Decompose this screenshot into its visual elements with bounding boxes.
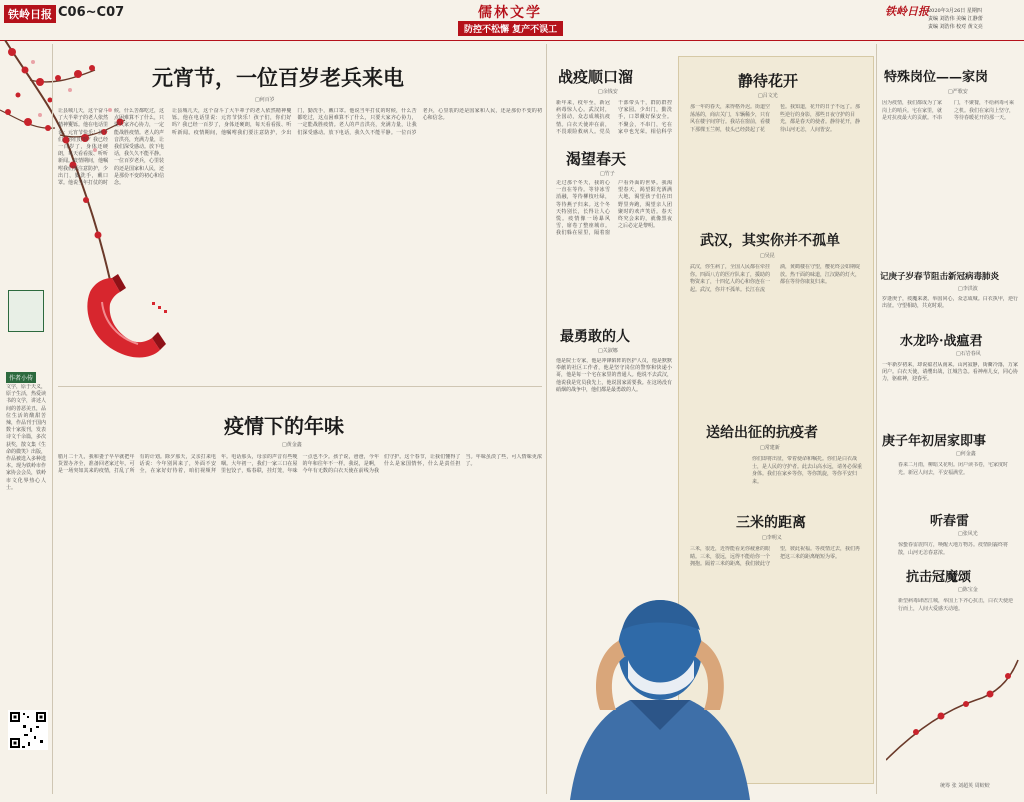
article-body-tinglei: 惊蛰春雷震四方，唤醒大地万物苏。疫情阴霾终将散，山河无恙春意浓。 [898,542,1009,556]
article-title-zhanyi: 战疫顺口溜 [558,68,634,86]
banner-title: 儒林文学 [478,5,542,21]
paper-logo: 铁岭日报 [4,5,56,23]
proof-line: 责编 刘浩伟 校对 黄文亮 [928,24,983,30]
byline-kangyi: □常建新 [760,445,780,451]
footer-editors: 统筹 张 刘超英 周蛟蛟 [940,783,990,789]
byline-sanmi: □李明义 [762,535,782,541]
section-label: C06~C07 [58,5,125,20]
article-title-sanmi: 三米的距离 [736,515,806,531]
article-title-kangyi: 送给出征的抗疫者 [706,425,818,441]
byline-zhanyi: □余钱安 [598,89,618,95]
article-title-yuanxiao: 元宵节，一位百岁老兵来电 [152,65,404,90]
article-title-nianwei: 疫情下的年味 [224,414,344,438]
article-body-huakai: 那一年的春天，来得格外迟。街道空荡荡的，商店关门，车辆稀少，只有风在楼宇间穿行。我站在窗前，看楼下那棵玉兰树，枝头已经鼓起了花苞。我知道，花开的日子不远了。那些逆行的身影，那些日夜守护的目光，都是春天的使者。静待花开，静待山河无恙，人间皆安。 [690,104,861,133]
article-title-yonggan: 最勇敢的人 [560,329,630,345]
article-body-yonggan: 他是院士专家，他是冲锋陷阵的医护人员，他是默默奉献的社区工作者，他是坚守岗位的警察和快递小哥，他是每一个宅在家里的普通人。他说不去武汉，他说我是党员我先上，他说国家需要我。在这场没有硝烟的战争中，他们都是最勇敢的人。 [556,358,672,393]
date-line: 2020年3月26日 星期四 [928,8,982,14]
article-body-zhanyi: 新年来，疫年至，新冠病毒惊人心。武汉封，全国动，众志成城抗疫情。白衣天使冲在前，不畏艰险救病人。党员干部带头干，群防群控守家园。少出门，勤洗手，口罩戴好保安全。不聚会，不串门，宅在家中也光荣。相信科学 [556,100,672,135]
editors-line: 责编 刘浩伟 美编 江静蕾 [928,16,983,22]
article-title-jujia: 庚子年初居家即事 [882,434,987,449]
article-body-kangyisong: 新型病毒肆虐江城，举国上下齐心抗击，白衣天使逆行而上，人间大爱感天动地。 [898,598,1014,612]
article-body-yuanxiao-left: 让县城几天，这个奋斗了大半辈子的老人依然精神矍铄。他在电话里说：元宵节快乐！孩子们，你们好吗？我已经一百岁了，身体还硬朗，每天看看报、听听新闻。疫情期间，他嘱咐我们要注意防护，少出门，勤洗手，戴口罩。他说当年打仗的时候，什么苦都吃过，这点困难算不了什么，只要大家齐心协力，一定能战胜疫情。老人的声音洪亮，充满力量，让我们深受感动。放下电话，我久久不能平静。一位百岁老兵，心里装的还是国家和人民，还是那份不变的初心和信念。 [58,108,164,187]
header-bar [0,0,1024,41]
column-logo [8,290,44,332]
author-bio: 文学，原于天义，原子生活，热爱读书的文学，讲述人间的善恶美丑，品位生活的酸甜苦辣，作品刊于国内数十家报刊，发表诗文千余篇，多次获奖，散文集《生命的微笑》出版，作品被选入多种选本。现为铁岭市作家协会会员，铁岭市文化界热心人士。 [6,384,46,491]
article-body-wuhan: 武汉，你生病了，全国人民都在牵挂你。四面八方的医疗队来了，援助的物资来了，十四亿人的心和你连在一起。武汉，你并不孤单。长江在流淌，黄鹤楼在守望，樱花终会如期绽放。热干面的味道，江汉路的灯火，都在等待你康复归来。 [690,264,861,293]
banner-subtitle: 防控不松懈 复产不误工 [458,21,563,36]
byline-gangwei: □严歌安 [948,89,968,95]
article-body-kangyi: 你们即将出征，带着使命和嘱托。你们是白衣战士，是人民的守护者。此去山高水远，请务必保重身体。我们在家乡等你，等你凯旋，等你平安归来。 [752,456,862,485]
byline-shuilong: □石岩春风 [956,351,981,357]
article-body-chuntian: 走过那个冬天，我的心一直在等待。等待冰雪消融，等待柳枝吐绿，等待燕子归来。这个冬天特别长，长得让人心慌。疫情像一场暴风雪，席卷了整座城市。我们躲在屋里，隔着窗户看外面的世界。我渴望春天，渴望阳光洒满大地，渴望孩子们在田野里奔跑，渴望亲人团聚时的欢声笑语。春天终究会来的，就像黑夜之后必定是黎明。 [556,180,672,237]
byline-yonggan: □关淑娜 [598,348,618,354]
article-body-sanmi: 三米，很近，近得能看见你疲惫的眼睛。三米，很远，远得不能给你一个拥抱。隔着三米的距离，我们彼此守望，彼此祝福。等疫情过去，我们再把这三米的距离缩短为零。 [690,546,861,568]
byline-jujia: □何金鑫 [956,451,976,457]
article-body-shuilong: 一年新岁初来，却说瘟君从南来。山河寂静，街衢冷落，万家闭户。白衣天使，请缨出战，江城告急。看神州儿女，同心协力，驱瘟神，迎春至。 [882,362,1018,383]
byline-xiangzi: □李洪波 [958,286,978,292]
byline-huakai: □吕文光 [758,93,778,99]
article-title-gangwei: 特殊岗位——家岗 [884,70,989,85]
medical-worker-illustration [560,560,760,800]
byline-yuanxiao: □何百岁 [255,97,275,103]
article-title-chuntian: 渴望春天 [566,150,627,168]
article-body-gangwei: 因为疫情，我们都成为了家岗上的哨兵。宅在家里，就是对抗疫最大的贡献。不串门，不聚餐，不给病毒可乘之机。我们在家岗上坚守，等待春暖花开的那一天。 [882,100,1015,122]
article-body-yuanxiao-right: 让县城几天，这个奋斗了大半辈子的老人依然精神矍铄。他在电话里说：元宵节快乐！孩子们，你们好吗？我已经一百岁了，身体还硬朗，每天看看报、听听新闻。疫情期间，他嘱咐我们要注意防护，少出门，勤洗手，戴口罩。他说当年打仗的时候，什么苦都吃过，这点困难算不了什么，只要大家齐心协力，一定能战胜疫情。老人的声音洪亮，充满力量，让我们深受感动。放下电话，我久久不能平静。一位百岁老兵，心里装的还是国家和人民，还是那份不变的初心和信念。 [172,108,542,136]
author-bio-label: 作者小传 [6,372,36,383]
byline-nianwei: □黄金鑫 [282,442,302,448]
byline-kangyisong: □陈宝金 [958,587,978,593]
qr-code[interactable] [8,710,48,750]
article-title-wuhan: 武汉，其实你并不孤单 [700,233,840,249]
article-body-nianwei: 腊月二十九，我和妻子早早就把年货置办齐全，准备回老家过年。可是一场突如其来的疫情，打乱了所有的计划。除夕那天，父亲打来电话说：今年别回来了，外面不安全，在家好好待着，咱们视频拜年。电话那头，母亲的声音有些哽咽。大年初一，我们一家三口在屋里包饺子，贴春联，挂灯笼，年味一点也不少。孩子说，爸爸，今年的年和往年不一样。我说，是啊，今年有无数的白衣天使在前线为我们守护。这个春节，让我们懂得了什么是家国情怀，什么是责任担当。年味虽淡了些，可人情味更浓了。 [58,454,542,475]
byline-chuntian: □竹子 [600,171,615,177]
byline-tinglei: □张风光 [958,531,978,537]
telephone-illustration [82,272,174,362]
article-title-shuilong: 水龙吟·战瘟君 [900,334,983,349]
byline-wuhan: □吴昆 [760,253,775,259]
plum-blossom-corner [886,650,1020,762]
article-title-tinglei: 听春雷 [930,514,970,529]
right-masthead: 铁岭日报 [885,5,929,18]
article-body-xiangzi: 岁逢庚子，疫魔来袭。举国同心，众志成城。白衣执甲，逆行出征。守望相助，共克时艰。 [882,296,1018,310]
article-title-xiangzi: 记庚子岁春节阻击新冠病毒肺炎 [880,272,1000,282]
article-title-huakai: 静待花开 [738,72,799,90]
article-title-kangyisong: 抗击冠魔颂 [906,570,972,585]
article-body-jujia: 春来二月雨，柳暗又花明。闭户读书卷，宅家度时光。新冠人间去，平安福满堂。 [898,462,1009,476]
